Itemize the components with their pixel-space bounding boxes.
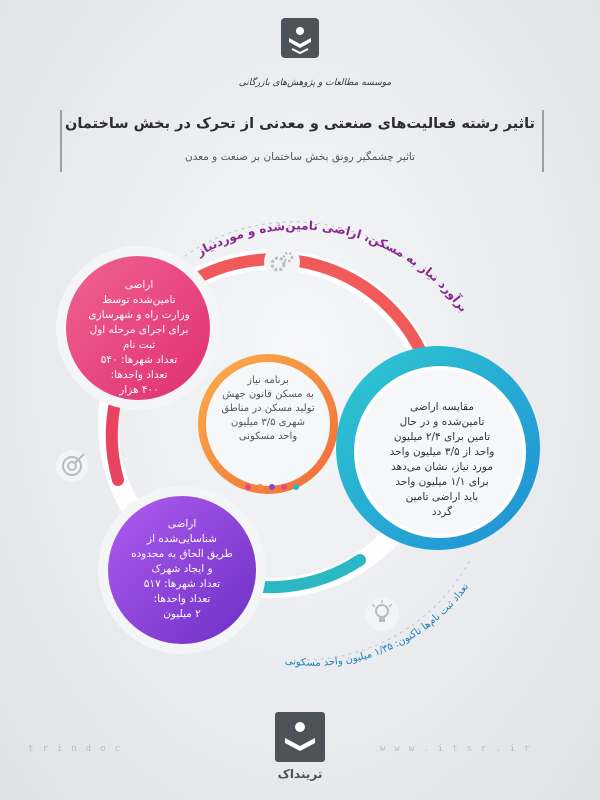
text-line: طریق الحاق به محدوده bbox=[131, 548, 233, 560]
text-line: گردد bbox=[431, 506, 453, 518]
text-line: تعداد واحدها: bbox=[110, 369, 168, 381]
text-line: تامین‌شده و در حال bbox=[399, 416, 485, 428]
text-line: و ایجاد شهرک bbox=[151, 563, 213, 575]
color-dots bbox=[242, 475, 302, 483]
text-line: وزارت راه و شهرسازی bbox=[88, 309, 190, 321]
text-line: برای اجرای مرحله اول bbox=[89, 324, 189, 336]
center-circle-text bbox=[215, 374, 321, 444]
text-line: شهری ۳/۵ میلیون bbox=[230, 417, 306, 428]
text-line: برنامه نیاز bbox=[247, 375, 289, 386]
text-line: ۲ میلیون bbox=[163, 608, 201, 620]
arc-bottom-label: تعداد ثبت نام‌ها تاکنون: ۱/۳۵ میلیون واحد مسکونی bbox=[284, 581, 472, 669]
text-line: تامین‌شده توسط bbox=[102, 294, 176, 306]
watermark-right: www.itsr.ir bbox=[380, 744, 539, 754]
text-line: تعداد شهرها: ۵۴۰ bbox=[100, 354, 178, 366]
gear-icon bbox=[264, 244, 300, 280]
target-icon bbox=[56, 450, 88, 482]
text-line: به مسکن قانون جهش bbox=[222, 389, 314, 400]
page-title: تاثیر رشته فعالیت‌های صنعتی و معدنی از تحرک در بخش ساختمان bbox=[65, 116, 535, 132]
lightbulb-icon bbox=[365, 597, 399, 631]
text-line: برای ۱/۱ میلیون واحد bbox=[395, 476, 489, 488]
text-line: اراضی bbox=[124, 279, 154, 291]
purple-circle-text bbox=[98, 517, 266, 622]
pink-circle-text bbox=[74, 278, 204, 398]
text-line: تامین برای ۲/۴ میلیون bbox=[393, 431, 491, 443]
text-line: شناسایی‌شده از bbox=[147, 533, 217, 545]
watermark-left: trindoc bbox=[28, 744, 129, 754]
text-line: اراضی bbox=[167, 518, 197, 530]
text-line: تعداد شهرها: ۵۱۷ bbox=[143, 578, 221, 590]
color-dot bbox=[281, 484, 287, 490]
text-line: مورد نیاز، نشان می‌دهد bbox=[391, 461, 493, 473]
org-name: موسسه مطالعات و پژوهش‌های بازرگانی bbox=[238, 78, 392, 88]
color-dot bbox=[269, 484, 275, 490]
footer-brand: ترینداک bbox=[277, 767, 323, 781]
page-subtitle: تاثیر چشمگیر رونق بخش ساختمان بر صنعت و معدن bbox=[184, 151, 416, 163]
text-line: تعداد واحدها: bbox=[153, 593, 211, 605]
text-line: ثبت نام bbox=[122, 339, 156, 351]
text-line: تولید مسکن در مناطق bbox=[221, 403, 315, 414]
color-dot bbox=[293, 484, 299, 490]
color-dot bbox=[245, 484, 251, 490]
footer-logo bbox=[275, 712, 325, 762]
arc-top-label: برآورد نیاز به مسکن، اراضی تامین‌شده و موردنیاز bbox=[194, 218, 471, 315]
color-dot bbox=[257, 484, 263, 490]
text-line: واحد مسکونی bbox=[238, 431, 298, 442]
text-line: مقایسه اراضی bbox=[410, 401, 474, 413]
text-line: واحد از ۳/۵ میلیون واحد bbox=[389, 446, 495, 458]
text-line: ۴۰۰ هزار bbox=[119, 384, 159, 396]
text-line: باید اراضی تامین bbox=[405, 491, 479, 503]
teal-circle-text bbox=[372, 400, 512, 520]
